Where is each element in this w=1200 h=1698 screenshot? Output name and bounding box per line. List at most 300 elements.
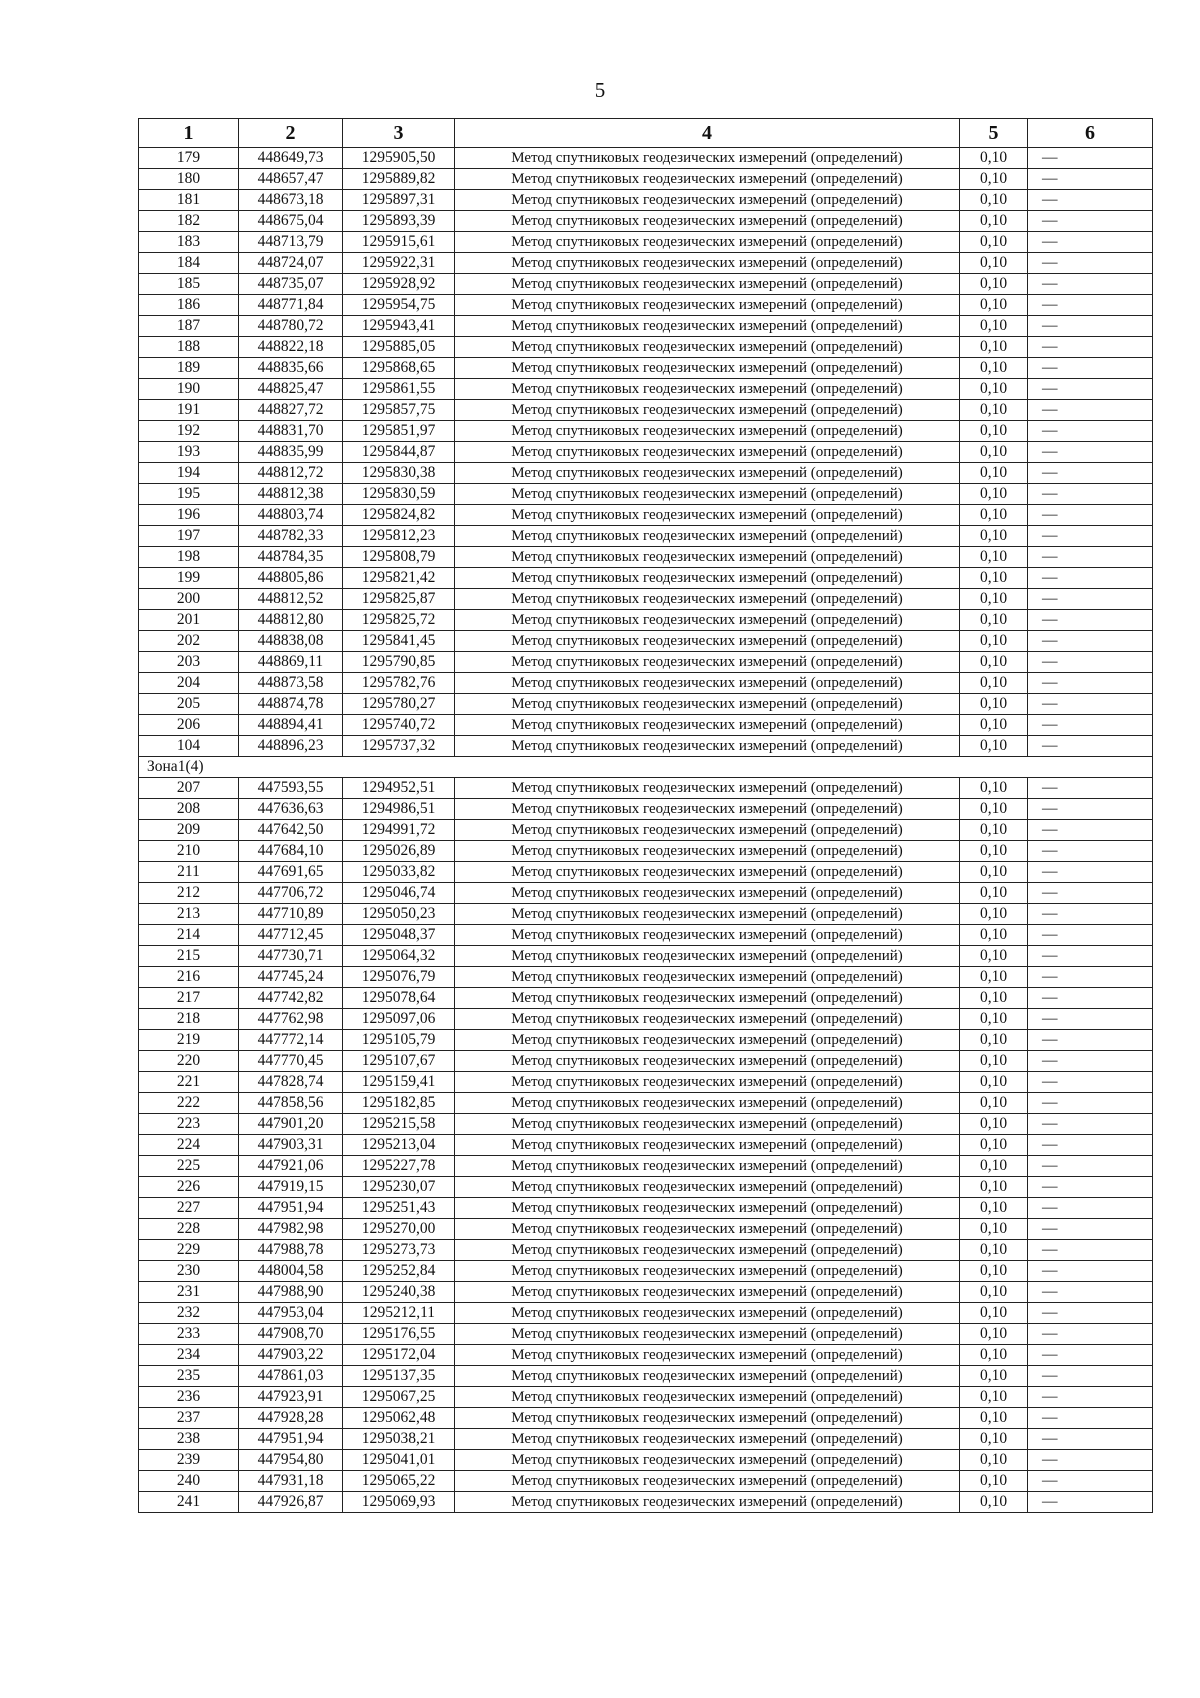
y-coordinate-cell: 1295159,41 (343, 1072, 455, 1093)
x-coordinate-cell: 447770,45 (239, 1051, 343, 1072)
y-coordinate-cell: 1295780,27 (343, 694, 455, 715)
point-number-cell: 207 (139, 778, 239, 799)
zone-row (139, 757, 1153, 778)
description-cell: — (1028, 526, 1153, 547)
point-number-cell: 217 (139, 988, 239, 1009)
method-cell: Метод спутниковых геодезических измерений (определений) (455, 946, 960, 967)
x-coordinate-cell: 447928,28 (239, 1408, 343, 1429)
y-coordinate-cell: 1295851,97 (343, 421, 455, 442)
x-coordinate-cell: 448657,47 (239, 169, 343, 190)
method-cell: Метод спутниковых геодезических измерений (определений) (455, 736, 960, 757)
table-row (139, 295, 1153, 316)
description-cell: — (1028, 232, 1153, 253)
precision-cell: 0,10 (960, 925, 1028, 946)
x-coordinate-cell: 448825,47 (239, 379, 343, 400)
description-cell: — (1028, 673, 1153, 694)
precision-cell: 0,10 (960, 169, 1028, 190)
precision-cell: 0,10 (960, 547, 1028, 568)
y-coordinate-cell: 1295857,75 (343, 400, 455, 421)
method-cell: Метод спутниковых геодезических измерений (определений) (455, 190, 960, 211)
y-coordinate-cell: 1295824,82 (343, 505, 455, 526)
table-row (139, 589, 1153, 610)
table-row (139, 400, 1153, 421)
method-cell: Метод спутниковых геодезических измерений (определений) (455, 1177, 960, 1198)
x-coordinate-cell: 448771,84 (239, 295, 343, 316)
point-number-cell: 179 (139, 148, 239, 169)
point-number-cell: 235 (139, 1366, 239, 1387)
y-coordinate-cell: 1295046,74 (343, 883, 455, 904)
description-cell: — (1028, 1492, 1153, 1513)
method-cell: Метод спутниковых геодезических измерений (определений) (455, 316, 960, 337)
x-coordinate-cell: 448894,41 (239, 715, 343, 736)
method-cell: Метод спутниковых геодезических измерений (определений) (455, 1387, 960, 1408)
method-cell: Метод спутниковых геодезических измерений (определений) (455, 1135, 960, 1156)
description-cell: — (1028, 1261, 1153, 1282)
table-row (139, 652, 1153, 673)
x-coordinate-cell: 447642,50 (239, 820, 343, 841)
table-row (139, 1450, 1153, 1471)
description-cell: — (1028, 1072, 1153, 1093)
precision-cell: 0,10 (960, 1051, 1028, 1072)
method-cell: Метод спутниковых геодезических измерений (определений) (455, 379, 960, 400)
x-coordinate-cell: 447954,80 (239, 1450, 343, 1471)
point-number-cell: 187 (139, 316, 239, 337)
description-cell: — (1028, 505, 1153, 526)
y-coordinate-cell: 1295038,21 (343, 1429, 455, 1450)
y-coordinate-cell: 1295026,89 (343, 841, 455, 862)
description-cell: — (1028, 883, 1153, 904)
point-number-cell: 231 (139, 1282, 239, 1303)
x-coordinate-cell: 447762,98 (239, 1009, 343, 1030)
x-coordinate-cell: 447951,94 (239, 1429, 343, 1450)
precision-cell: 0,10 (960, 631, 1028, 652)
point-number-cell: 104 (139, 736, 239, 757)
method-cell: Метод спутниковых геодезических измерений (определений) (455, 148, 960, 169)
x-coordinate-cell: 447921,06 (239, 1156, 343, 1177)
method-cell: Метод спутниковых геодезических измерений (определений) (455, 169, 960, 190)
y-coordinate-cell: 1295097,06 (343, 1009, 455, 1030)
y-coordinate-cell: 1295062,48 (343, 1408, 455, 1429)
method-cell: Метод спутниковых геодезических измерений (определений) (455, 652, 960, 673)
description-cell: — (1028, 1009, 1153, 1030)
description-cell: — (1028, 589, 1153, 610)
y-coordinate-cell: 1295240,38 (343, 1282, 455, 1303)
point-number-cell: 208 (139, 799, 239, 820)
point-number-cell: 221 (139, 1072, 239, 1093)
x-coordinate-cell: 447636,63 (239, 799, 343, 820)
table-row (139, 337, 1153, 358)
y-coordinate-cell: 1295885,05 (343, 337, 455, 358)
x-coordinate-cell: 448780,72 (239, 316, 343, 337)
precision-cell: 0,10 (960, 505, 1028, 526)
point-number-cell: 227 (139, 1198, 239, 1219)
point-number-cell: 211 (139, 862, 239, 883)
method-cell: Метод спутниковых геодезических измерений (определений) (455, 1429, 960, 1450)
y-coordinate-cell: 1295889,82 (343, 169, 455, 190)
method-cell: Метод спутниковых геодезических измерений (определений) (455, 1114, 960, 1135)
precision-cell: 0,10 (960, 589, 1028, 610)
x-coordinate-cell: 447903,22 (239, 1345, 343, 1366)
y-coordinate-cell: 1295230,07 (343, 1177, 455, 1198)
precision-cell: 0,10 (960, 484, 1028, 505)
y-coordinate-cell: 1295172,04 (343, 1345, 455, 1366)
precision-cell: 0,10 (960, 799, 1028, 820)
description-cell: — (1028, 778, 1153, 799)
table-row (139, 1198, 1153, 1219)
description-cell: — (1028, 1114, 1153, 1135)
point-number-cell: 219 (139, 1030, 239, 1051)
point-number-cell: 223 (139, 1114, 239, 1135)
method-cell: Метод спутниковых геодезических измерений (определений) (455, 988, 960, 1009)
precision-cell: 0,10 (960, 673, 1028, 694)
precision-cell: 0,10 (960, 358, 1028, 379)
y-coordinate-cell: 1294986,51 (343, 799, 455, 820)
description-cell: — (1028, 946, 1153, 967)
y-coordinate-cell: 1295897,31 (343, 190, 455, 211)
table-row (139, 1324, 1153, 1345)
description-cell: — (1028, 337, 1153, 358)
point-number-cell: 189 (139, 358, 239, 379)
y-coordinate-cell: 1295251,43 (343, 1198, 455, 1219)
table-row (139, 568, 1153, 589)
header-col-4: 4 (455, 119, 960, 148)
table-row (139, 967, 1153, 988)
precision-cell: 0,10 (960, 1345, 1028, 1366)
x-coordinate-cell: 448812,52 (239, 589, 343, 610)
point-number-cell: 238 (139, 1429, 239, 1450)
precision-cell: 0,10 (960, 1387, 1028, 1408)
y-coordinate-cell: 1295954,75 (343, 295, 455, 316)
point-number-cell: 206 (139, 715, 239, 736)
point-number-cell: 236 (139, 1387, 239, 1408)
y-coordinate-cell: 1295270,00 (343, 1219, 455, 1240)
description-cell: — (1028, 799, 1153, 820)
point-number-cell: 190 (139, 379, 239, 400)
header-row (139, 119, 1153, 148)
point-number-cell: 230 (139, 1261, 239, 1282)
point-number-cell: 233 (139, 1324, 239, 1345)
table-row (139, 1303, 1153, 1324)
point-number-cell: 222 (139, 1093, 239, 1114)
method-cell: Метод спутниковых геодезических измерений (определений) (455, 337, 960, 358)
description-cell: — (1028, 211, 1153, 232)
method-cell: Метод спутниковых геодезических измерений (определений) (455, 820, 960, 841)
point-number-cell: 194 (139, 463, 239, 484)
method-cell: Метод спутниковых геодезических измерений (определений) (455, 1282, 960, 1303)
table-row (139, 379, 1153, 400)
method-cell: Метод спутниковых геодезических измерений (определений) (455, 904, 960, 925)
y-coordinate-cell: 1295825,72 (343, 610, 455, 631)
table-row (139, 169, 1153, 190)
precision-cell: 0,10 (960, 1072, 1028, 1093)
x-coordinate-cell: 447745,24 (239, 967, 343, 988)
precision-cell: 0,10 (960, 883, 1028, 904)
description-cell: — (1028, 463, 1153, 484)
method-cell: Метод спутниковых геодезических измерений (определений) (455, 505, 960, 526)
coordinates-table (138, 118, 1153, 1513)
point-number-cell: 183 (139, 232, 239, 253)
y-coordinate-cell: 1295830,59 (343, 484, 455, 505)
table-row (139, 820, 1153, 841)
y-coordinate-cell: 1295821,42 (343, 568, 455, 589)
description-cell: — (1028, 295, 1153, 316)
description-cell: — (1028, 358, 1153, 379)
x-coordinate-cell: 448822,18 (239, 337, 343, 358)
header-col-3: 3 (343, 119, 455, 148)
y-coordinate-cell: 1295065,22 (343, 1471, 455, 1492)
method-cell: Метод спутниковых геодезических измерений (определений) (455, 631, 960, 652)
point-number-cell: 202 (139, 631, 239, 652)
method-cell: Метод спутниковых геодезических измерений (определений) (455, 253, 960, 274)
method-cell: Метод спутниковых геодезических измерений (определений) (455, 778, 960, 799)
y-coordinate-cell: 1295069,93 (343, 1492, 455, 1513)
point-number-cell: 237 (139, 1408, 239, 1429)
method-cell: Метод спутниковых геодезических измерений (определений) (455, 1450, 960, 1471)
table-row (139, 946, 1153, 967)
table-row (139, 778, 1153, 799)
x-coordinate-cell: 448873,58 (239, 673, 343, 694)
y-coordinate-cell: 1295252,84 (343, 1261, 455, 1282)
table-row (139, 925, 1153, 946)
description-cell: — (1028, 694, 1153, 715)
x-coordinate-cell: 448812,80 (239, 610, 343, 631)
method-cell: Метод спутниковых геодезических измерений (определений) (455, 421, 960, 442)
precision-cell: 0,10 (960, 652, 1028, 673)
description-cell: — (1028, 1366, 1153, 1387)
header-col-1: 1 (139, 119, 239, 148)
table-row (139, 547, 1153, 568)
table-row (139, 211, 1153, 232)
table-row (139, 505, 1153, 526)
precision-cell: 0,10 (960, 1114, 1028, 1135)
point-number-cell: 213 (139, 904, 239, 925)
point-number-cell: 192 (139, 421, 239, 442)
y-coordinate-cell: 1294991,72 (343, 820, 455, 841)
description-cell: — (1028, 820, 1153, 841)
precision-cell: 0,10 (960, 526, 1028, 547)
description-cell: — (1028, 1240, 1153, 1261)
table-row (139, 904, 1153, 925)
method-cell: Метод спутниковых геодезических измерений (определений) (455, 589, 960, 610)
point-number-cell: 184 (139, 253, 239, 274)
method-cell: Метод спутниковых геодезических измерений (определений) (455, 232, 960, 253)
table-row (139, 232, 1153, 253)
table-row (139, 1114, 1153, 1135)
point-number-cell: 182 (139, 211, 239, 232)
precision-cell: 0,10 (960, 1408, 1028, 1429)
precision-cell: 0,10 (960, 1198, 1028, 1219)
table-row (139, 1345, 1153, 1366)
x-coordinate-cell: 448812,72 (239, 463, 343, 484)
method-cell: Метод спутниковых геодезических измерений (определений) (455, 358, 960, 379)
description-cell: — (1028, 316, 1153, 337)
method-cell: Метод спутниковых геодезических измерений (определений) (455, 715, 960, 736)
precision-cell: 0,10 (960, 316, 1028, 337)
y-coordinate-cell: 1295928,92 (343, 274, 455, 295)
point-number-cell: 186 (139, 295, 239, 316)
method-cell: Метод спутниковых геодезических измерений (определений) (455, 274, 960, 295)
description-cell: — (1028, 967, 1153, 988)
x-coordinate-cell: 447908,70 (239, 1324, 343, 1345)
x-coordinate-cell: 448784,35 (239, 547, 343, 568)
point-number-cell: 188 (139, 337, 239, 358)
x-coordinate-cell: 448713,79 (239, 232, 343, 253)
y-coordinate-cell: 1295273,73 (343, 1240, 455, 1261)
x-coordinate-cell: 447710,89 (239, 904, 343, 925)
method-cell: Метод спутниковых геодезических измерений (определений) (455, 442, 960, 463)
x-coordinate-cell: 447901,20 (239, 1114, 343, 1135)
y-coordinate-cell: 1295782,76 (343, 673, 455, 694)
y-coordinate-cell: 1295107,67 (343, 1051, 455, 1072)
precision-cell: 0,10 (960, 736, 1028, 757)
method-cell: Метод спутниковых геодезических измерений (определений) (455, 1303, 960, 1324)
y-coordinate-cell: 1295922,31 (343, 253, 455, 274)
x-coordinate-cell: 447742,82 (239, 988, 343, 1009)
method-cell: Метод спутниковых геодезических измерений (определений) (455, 526, 960, 547)
y-coordinate-cell: 1295893,39 (343, 211, 455, 232)
x-coordinate-cell: 448735,07 (239, 274, 343, 295)
y-coordinate-cell: 1295812,23 (343, 526, 455, 547)
table-row (139, 694, 1153, 715)
precision-cell: 0,10 (960, 1240, 1028, 1261)
description-cell: — (1028, 421, 1153, 442)
x-coordinate-cell: 447593,55 (239, 778, 343, 799)
x-coordinate-cell: 447712,45 (239, 925, 343, 946)
description-cell: — (1028, 904, 1153, 925)
table-row (139, 148, 1153, 169)
y-coordinate-cell: 1295943,41 (343, 316, 455, 337)
precision-cell: 0,10 (960, 253, 1028, 274)
method-cell: Метод спутниковых геодезических измерений (определений) (455, 799, 960, 820)
description-cell: — (1028, 1156, 1153, 1177)
method-cell: Метод спутниковых геодезических измерений (определений) (455, 967, 960, 988)
x-coordinate-cell: 447730,71 (239, 946, 343, 967)
description-cell: — (1028, 169, 1153, 190)
description-cell: — (1028, 715, 1153, 736)
point-number-cell: 195 (139, 484, 239, 505)
table-row (139, 1387, 1153, 1408)
table-row (139, 988, 1153, 1009)
y-coordinate-cell: 1294952,51 (343, 778, 455, 799)
description-cell: — (1028, 1345, 1153, 1366)
precision-cell: 0,10 (960, 1135, 1028, 1156)
method-cell: Метод спутниковых геодезических измерений (определений) (455, 694, 960, 715)
table-row (139, 862, 1153, 883)
point-number-cell: 181 (139, 190, 239, 211)
table-row (139, 1030, 1153, 1051)
point-number-cell: 200 (139, 589, 239, 610)
table-row (139, 442, 1153, 463)
precision-cell: 0,10 (960, 862, 1028, 883)
table-row (139, 1429, 1153, 1450)
precision-cell: 0,10 (960, 274, 1028, 295)
precision-cell: 0,10 (960, 841, 1028, 862)
method-cell: Метод спутниковых геодезических измерений (определений) (455, 1492, 960, 1513)
precision-cell: 0,10 (960, 778, 1028, 799)
point-number-cell: 226 (139, 1177, 239, 1198)
method-cell: Метод спутниковых геодезических измерений (определений) (455, 1366, 960, 1387)
precision-cell: 0,10 (960, 1324, 1028, 1345)
table-row (139, 1471, 1153, 1492)
table-row (139, 484, 1153, 505)
precision-cell: 0,10 (960, 1282, 1028, 1303)
method-cell: Метод спутниковых геодезических измерений (определений) (455, 400, 960, 421)
table-row (139, 253, 1153, 274)
precision-cell: 0,10 (960, 610, 1028, 631)
x-coordinate-cell: 448805,86 (239, 568, 343, 589)
x-coordinate-cell: 447931,18 (239, 1471, 343, 1492)
description-cell: — (1028, 190, 1153, 211)
y-coordinate-cell: 1295905,50 (343, 148, 455, 169)
y-coordinate-cell: 1295041,01 (343, 1450, 455, 1471)
table-row (139, 1492, 1153, 1513)
y-coordinate-cell: 1295176,55 (343, 1324, 455, 1345)
method-cell: Метод спутниковых геодезических измерений (определений) (455, 1219, 960, 1240)
point-number-cell: 215 (139, 946, 239, 967)
table-row (139, 1156, 1153, 1177)
header-col-6: 6 (1028, 119, 1153, 148)
method-cell: Метод спутниковых геодезических измерений (определений) (455, 1093, 960, 1114)
x-coordinate-cell: 447858,56 (239, 1093, 343, 1114)
y-coordinate-cell: 1295830,38 (343, 463, 455, 484)
method-cell: Метод спутниковых геодезических измерений (определений) (455, 1009, 960, 1030)
point-number-cell: 198 (139, 547, 239, 568)
precision-cell: 0,10 (960, 1261, 1028, 1282)
point-number-cell: 205 (139, 694, 239, 715)
description-cell: — (1028, 1408, 1153, 1429)
precision-cell: 0,10 (960, 1156, 1028, 1177)
table-row (139, 1366, 1153, 1387)
precision-cell: 0,10 (960, 946, 1028, 967)
y-coordinate-cell: 1295064,32 (343, 946, 455, 967)
precision-cell: 0,10 (960, 232, 1028, 253)
y-coordinate-cell: 1295078,64 (343, 988, 455, 1009)
point-number-cell: 240 (139, 1471, 239, 1492)
method-cell: Метод спутниковых геодезических измерений (определений) (455, 463, 960, 484)
y-coordinate-cell: 1295076,79 (343, 967, 455, 988)
point-number-cell: 228 (139, 1219, 239, 1240)
precision-cell: 0,10 (960, 1429, 1028, 1450)
method-cell: Метод спутниковых геодезических измерений (определений) (455, 1198, 960, 1219)
precision-cell: 0,10 (960, 1366, 1028, 1387)
table-row (139, 1051, 1153, 1072)
description-cell: — (1028, 547, 1153, 568)
point-number-cell: 197 (139, 526, 239, 547)
y-coordinate-cell: 1295227,78 (343, 1156, 455, 1177)
x-coordinate-cell: 448812,38 (239, 484, 343, 505)
x-coordinate-cell: 447951,94 (239, 1198, 343, 1219)
precision-cell: 0,10 (960, 337, 1028, 358)
table-row (139, 799, 1153, 820)
point-number-cell: 185 (139, 274, 239, 295)
precision-cell: 0,10 (960, 1450, 1028, 1471)
precision-cell: 0,10 (960, 1177, 1028, 1198)
table-row (139, 1261, 1153, 1282)
table-row (139, 631, 1153, 652)
precision-cell: 0,10 (960, 904, 1028, 925)
x-coordinate-cell: 448896,23 (239, 736, 343, 757)
description-cell: — (1028, 1450, 1153, 1471)
point-number-cell: 193 (139, 442, 239, 463)
y-coordinate-cell: 1295915,61 (343, 232, 455, 253)
description-cell: — (1028, 1219, 1153, 1240)
point-number-cell: 241 (139, 1492, 239, 1513)
method-cell: Метод спутниковых геодезических измерений (определений) (455, 925, 960, 946)
x-coordinate-cell: 448724,07 (239, 253, 343, 274)
precision-cell: 0,10 (960, 694, 1028, 715)
table-row (139, 274, 1153, 295)
page-number: 5 (594, 78, 606, 102)
